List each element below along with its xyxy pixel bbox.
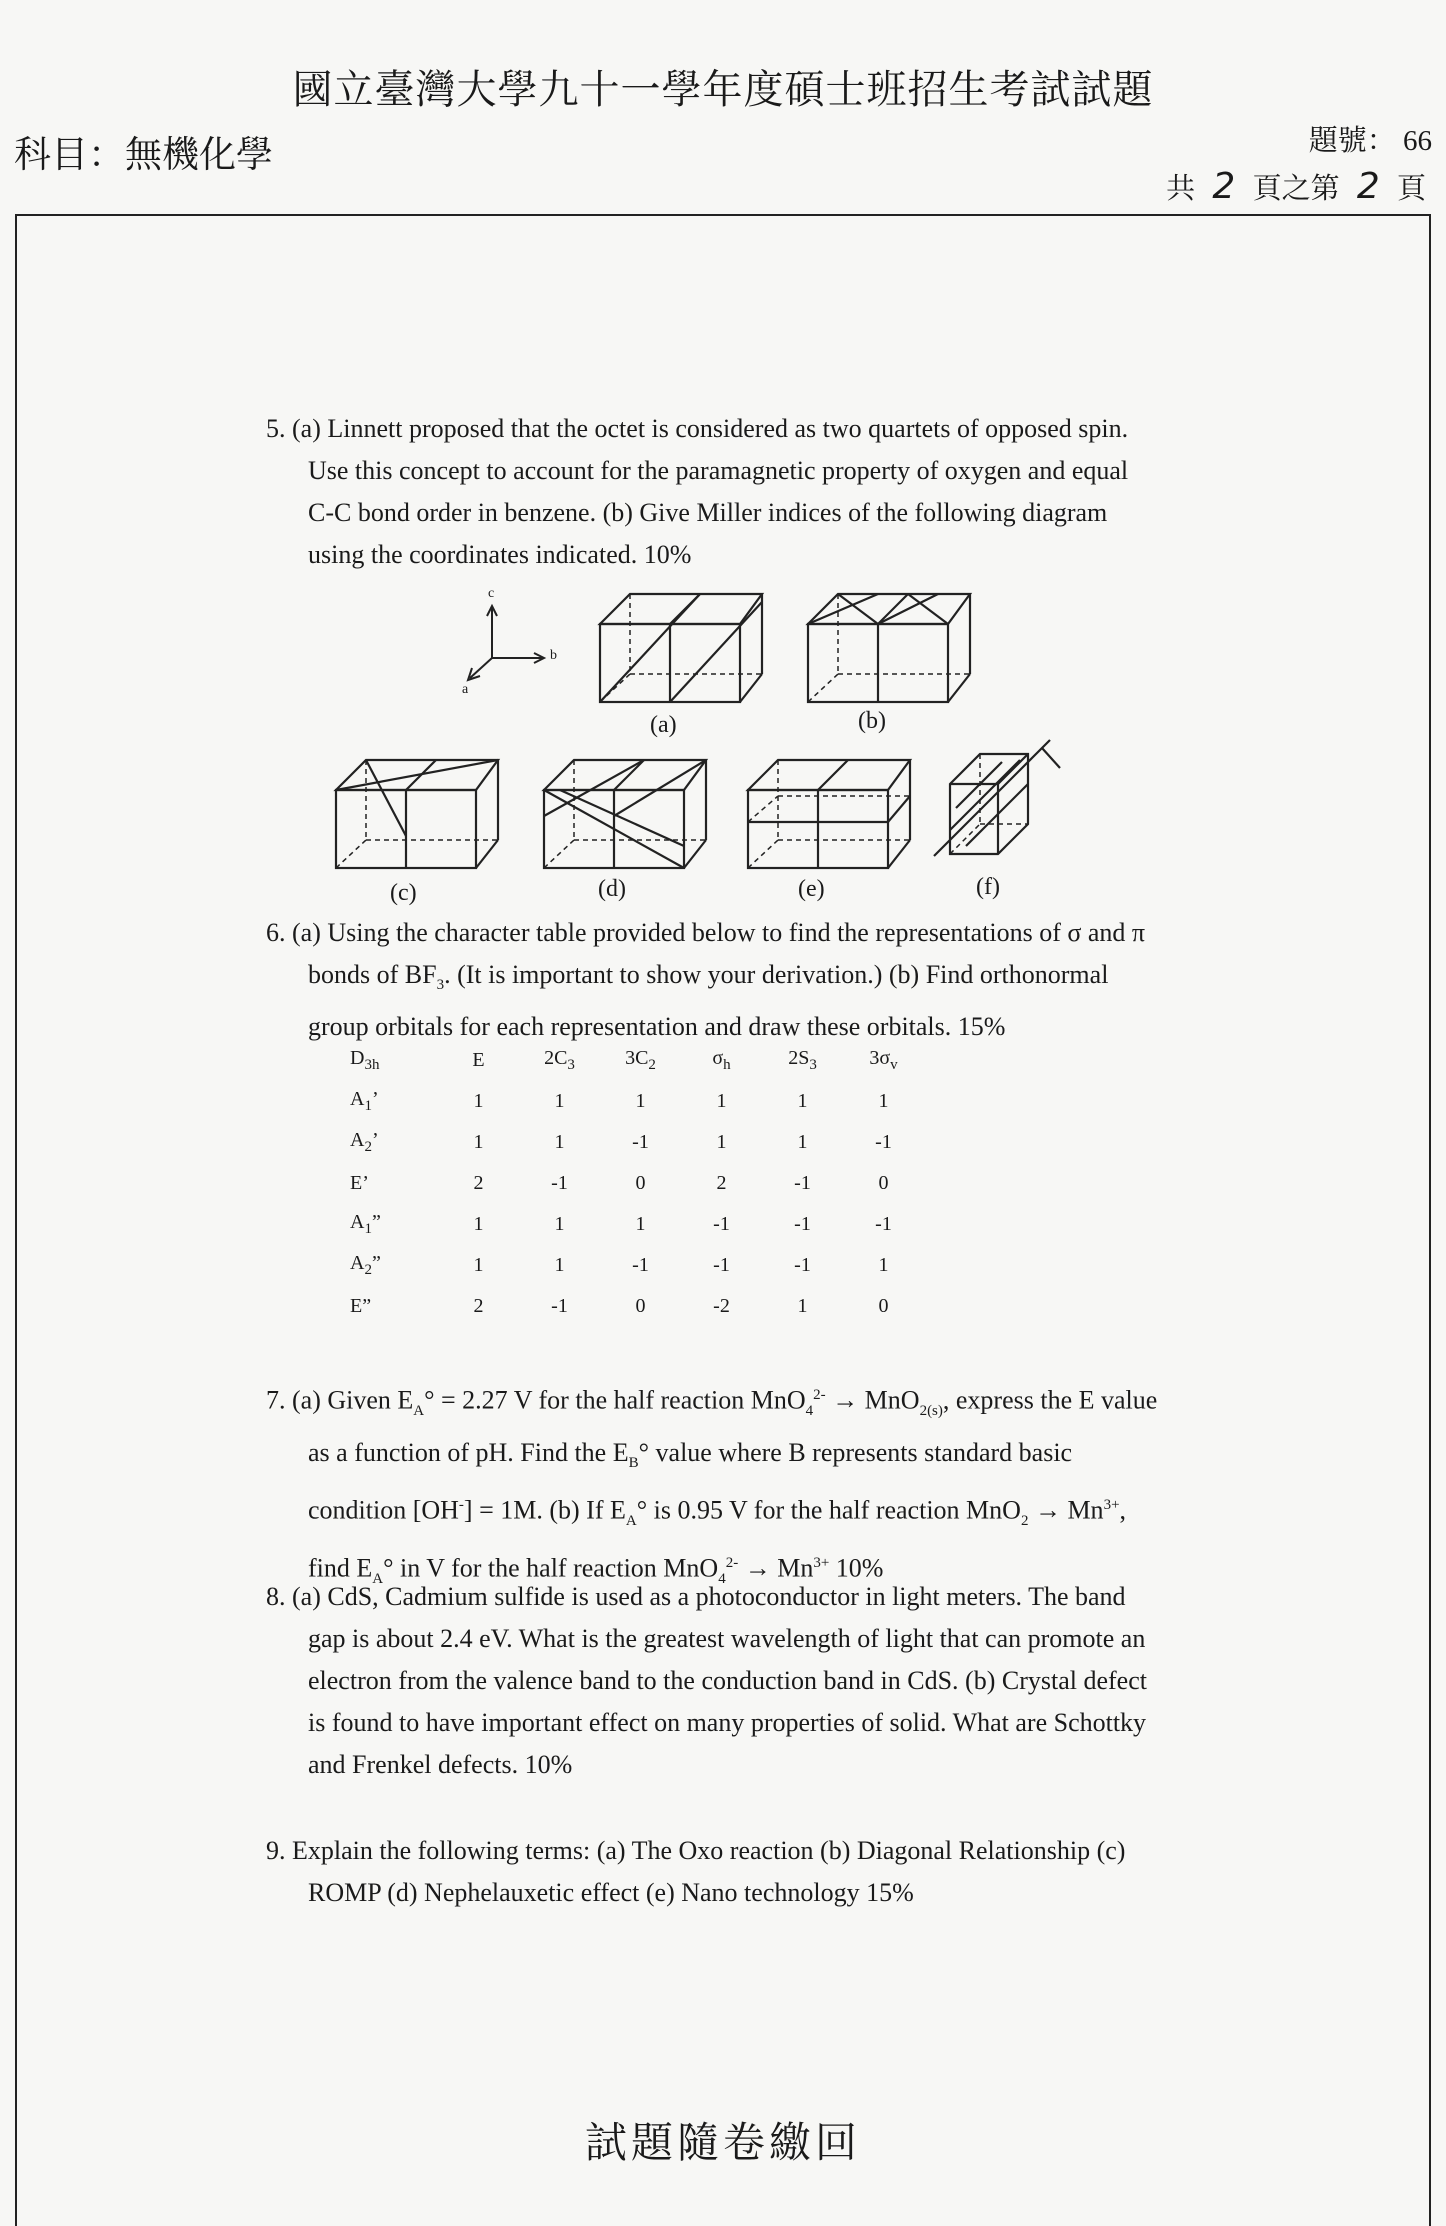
axis-label-b: b <box>550 648 557 663</box>
character-value: 2 <box>473 1172 484 1194</box>
character-value: 1 <box>635 1213 646 1235</box>
question-6-line <box>266 954 1232 1006</box>
irreducible-representation-label: $A_1$’ <box>350 1088 379 1114</box>
question-5-line: (a) Linnett proposed that the octet is considered as two quartets of opposed spin. <box>292 414 1129 443</box>
miller-diagram-d <box>540 756 712 872</box>
question-9 <box>266 1830 1232 1914</box>
text-segment: ° is 0.95 V for the half reaction MnO <box>636 1495 1021 1525</box>
text-segment: ° value where B represents standard basic <box>638 1437 1073 1467</box>
character-value: 1 <box>554 1254 565 1276</box>
superscript: 3+ <box>1103 1497 1120 1514</box>
question-8-number: 8. <box>266 1582 286 1611</box>
character-value: -1 <box>875 1213 892 1235</box>
character-value: -1 <box>551 1295 568 1317</box>
question-5-line: Use this concept to account for the paramagnetic property of oxygen and equal <box>308 456 1129 485</box>
question-9-line: ROMP (d) Nephelauxetic effect (e) Nano technology 15% <box>308 1878 914 1907</box>
question-7-line <box>266 1432 1232 1484</box>
point-group-label: $D_{3h}$ <box>350 1047 380 1073</box>
question-5-line: C-C bond order in benzene. (b) Give Miller indices of the following diagram <box>308 498 1108 527</box>
text-segment: . (It is important to show your derivation.) (b) Find orthonormal <box>444 960 1109 989</box>
question-8-line: is found to have important effect on many properties of solid. What are Schottky <box>308 1708 1147 1737</box>
exam-title: 國立臺灣大學九十一學年度碩士班招生考試試題 <box>292 67 1154 112</box>
character-value: 1 <box>473 1254 484 1276</box>
character-value: -1 <box>794 1254 811 1276</box>
symmetry-operation-header: $2C_3$ <box>544 1047 575 1073</box>
character-value: 1 <box>635 1090 646 1112</box>
question-8-line: and Frenkel defects. 10% <box>308 1750 573 1779</box>
question-9-line: Explain the following terms: (a) The Oxo reaction (b) Diagonal Relationship (c) <box>292 1836 1126 1865</box>
question-8-line: (a) CdS, Cadmium sulfide is used as a photoconductor in light meters. The band <box>292 1582 1126 1611</box>
question-7-line <box>266 1484 1232 1542</box>
character-value: -1 <box>713 1254 730 1276</box>
question-8-line: gap is about 2.4 eV. What is the greatest wavelength of light that can promote an <box>308 1624 1146 1653</box>
question-6-line: group orbitals for each representation and draw these orbitals. 15% <box>308 1012 1006 1042</box>
text-segment: , express the E value <box>942 1385 1158 1415</box>
diagram-label-a: (a) <box>650 712 677 738</box>
miller-diagram-c <box>332 756 504 872</box>
character-value: 0 <box>635 1295 646 1317</box>
question-7-line <box>266 1374 1232 1432</box>
character-value: -1 <box>632 1131 649 1153</box>
character-value: 1 <box>797 1295 808 1317</box>
subscript: B <box>628 1455 639 1472</box>
return-notice: 試題隨卷繳回 <box>584 2121 861 2167</box>
subscript: A <box>372 1570 384 1587</box>
text-segment: → Mn <box>738 1553 814 1583</box>
subscript: 4 <box>805 1402 814 1419</box>
character-value: 0 <box>878 1295 889 1317</box>
miller-diagram-b <box>804 590 976 706</box>
pages-current: 2 <box>1356 166 1380 207</box>
irreducible-representation-label: E” <box>350 1295 372 1317</box>
question-5-number: 5. <box>266 414 286 443</box>
character-value: 0 <box>635 1172 646 1194</box>
question-5 <box>266 408 1232 576</box>
table-row <box>350 1163 924 1204</box>
subscript: 4 <box>718 1570 726 1587</box>
diagram-label-f: (f) <box>976 874 1000 900</box>
subscript: A <box>413 1402 425 1419</box>
character-value: 1 <box>554 1090 565 1112</box>
text-segment: ° = 2.27 V for the half reaction MnO <box>424 1385 806 1415</box>
question-7 <box>266 1374 1232 1600</box>
coordinate-axes-diagram <box>450 586 590 706</box>
page-indicator <box>1166 166 1426 207</box>
question-8-line: electron from the valence band to the conduction band in CdS. (b) Crystal defect <box>308 1666 1147 1695</box>
superscript: - <box>458 1497 464 1514</box>
pages-middle: 頁之第 <box>1252 173 1340 205</box>
diagram-label-d: (d) <box>598 876 626 902</box>
diagram-label-e: (e) <box>798 876 825 902</box>
miller-diagram-f <box>930 738 1070 868</box>
symmetry-operation-header: E <box>472 1049 485 1071</box>
character-table-d3h <box>350 1040 924 1327</box>
character-value: -1 <box>875 1131 892 1153</box>
character-value: 1 <box>473 1213 484 1235</box>
table-row <box>350 1204 924 1245</box>
miller-diagram-e <box>744 756 916 872</box>
character-value: 0 <box>878 1172 889 1194</box>
symmetry-operation-header: $\sigma_h$ <box>712 1047 731 1073</box>
character-value: -1 <box>632 1254 649 1276</box>
symmetry-operation-header: $3\sigma_v$ <box>869 1047 898 1073</box>
table-row <box>350 1245 924 1286</box>
character-value: 1 <box>716 1090 727 1112</box>
text-segment: ] = 1M. (b) If E <box>463 1495 626 1525</box>
irreducible-representation-label: $A_1$” <box>350 1211 381 1237</box>
character-value: 1 <box>797 1090 808 1112</box>
text-segment: condition [OH <box>308 1495 459 1525</box>
symmetry-operation-header: $3C_2$ <box>625 1047 656 1073</box>
text-segment: 10% <box>829 1553 884 1583</box>
text-segment: (a) Given E <box>292 1385 414 1415</box>
question-9-number: 9. <box>266 1836 286 1865</box>
question-6-number: 6. <box>266 918 286 947</box>
character-value: 1 <box>878 1090 889 1112</box>
character-value: 1 <box>554 1213 565 1235</box>
character-value: 1 <box>716 1131 727 1153</box>
character-value: 1 <box>797 1131 808 1153</box>
diagram-label-c: (c) <box>390 880 417 906</box>
axis-label-c: c <box>488 586 495 601</box>
diagram-label-b: (b) <box>858 708 886 734</box>
miller-diagram-a <box>596 590 768 706</box>
character-value: -1 <box>794 1213 811 1235</box>
character-value: -1 <box>551 1172 568 1194</box>
symmetry-operation-header: $2S_3$ <box>788 1047 817 1073</box>
text-segment: → Mn <box>1028 1495 1104 1525</box>
question-8 <box>266 1576 1232 1786</box>
pages-prefix: 共 <box>1166 173 1196 205</box>
text-segment: find E <box>308 1553 373 1583</box>
irreducible-representation-label: E’ <box>350 1172 369 1194</box>
question-number: 題號： 66 <box>1308 125 1432 157</box>
text-segment: bonds of BF <box>308 960 437 989</box>
table-row <box>350 1286 924 1327</box>
character-value: -1 <box>794 1172 811 1194</box>
superscript: 2- <box>813 1387 826 1403</box>
character-value: -1 <box>713 1213 730 1235</box>
subscript: 3 <box>436 977 445 994</box>
pages-suffix: 頁 <box>1396 173 1426 205</box>
subscript: 2 <box>1020 1512 1029 1529</box>
character-value: 1 <box>473 1131 484 1153</box>
subscript: A <box>625 1512 637 1529</box>
character-value: -2 <box>713 1295 730 1317</box>
question-6 <box>266 912 1232 1048</box>
superscript: 2- <box>725 1554 739 1571</box>
character-value: 1 <box>878 1254 889 1276</box>
question-7-number: 7. <box>266 1385 286 1415</box>
character-value: 2 <box>473 1295 484 1317</box>
question-6-line: (a) Using the character table provided below to find the representations of σ and π <box>292 918 1146 947</box>
subscript: 2(s) <box>919 1402 943 1419</box>
character-value: 1 <box>554 1131 565 1153</box>
text-segment: as a function of pH. Find the E <box>308 1437 629 1467</box>
question-5-line: using the coordinates indicated. 10% <box>308 540 692 569</box>
pages-total: 2 <box>1212 166 1236 207</box>
subject-label: 科目：無機化學 <box>14 135 273 176</box>
character-value: 1 <box>473 1090 484 1112</box>
table-row <box>350 1122 924 1163</box>
axis-label-a: a <box>462 682 469 697</box>
irreducible-representation-label: $A_2$” <box>350 1252 381 1278</box>
table-row <box>350 1081 924 1122</box>
table-header-row <box>350 1040 924 1081</box>
irreducible-representation-label: $A_2$’ <box>350 1129 379 1155</box>
text-segment: → MnO <box>825 1385 920 1415</box>
text-segment: , <box>1119 1495 1127 1525</box>
character-value: 2 <box>716 1172 727 1194</box>
superscript: 3+ <box>813 1554 830 1571</box>
text-segment: ° in V for the half reaction MnO <box>383 1553 719 1583</box>
